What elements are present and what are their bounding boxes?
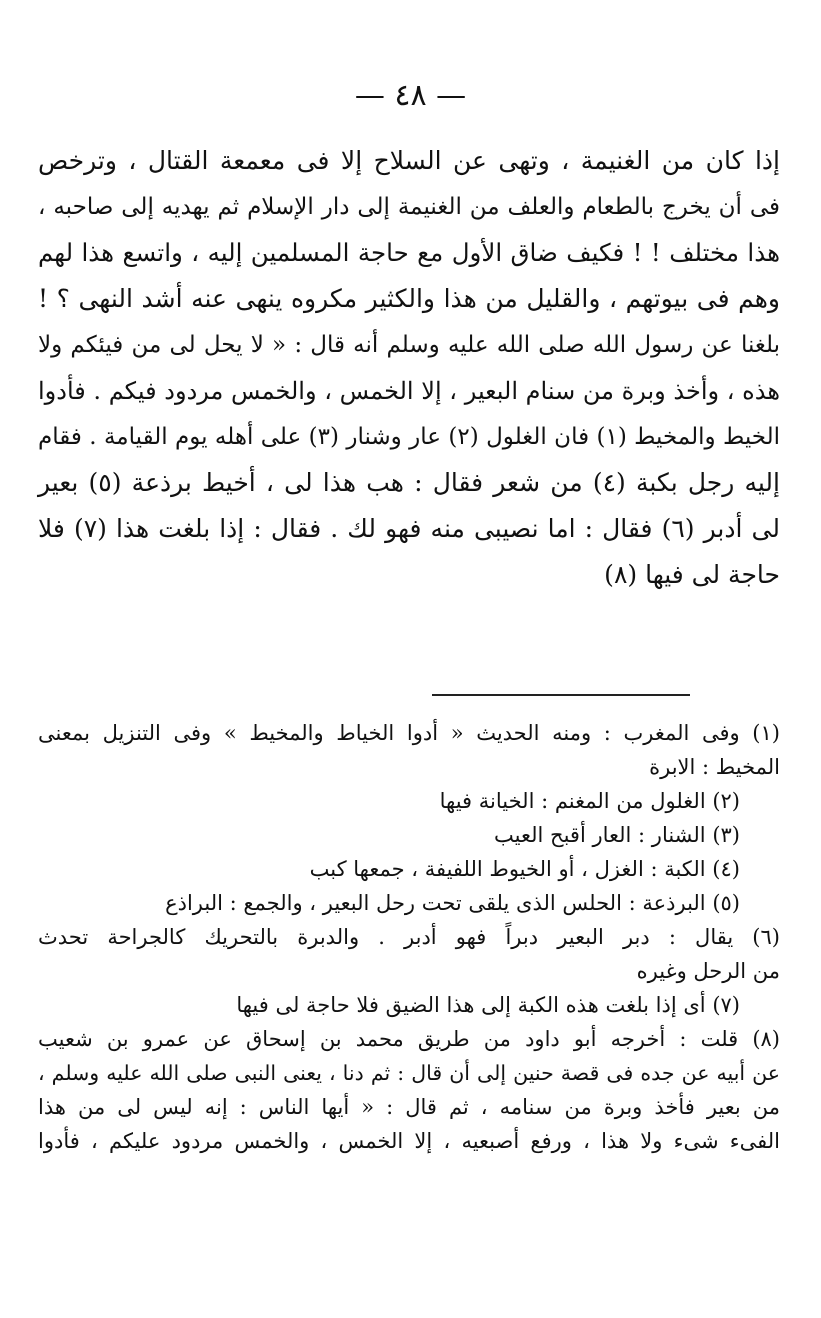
main-text-line: لى أدبر (٦) فقال : اما نصيبى منه فهو لك . فقال : إذا بلغت هذا (٧) فلا — [38, 514, 780, 543]
main-text — [38, 138, 780, 598]
footnote-line: (٢) الغلول من المغنم : الخيانة فيها — [439, 789, 740, 813]
footnote-line: (١) وفى المغرب : ومنه الحديث « أدوا الخياط والمخيط » وفى التنزيل بمعنى — [38, 721, 780, 745]
main-text-line: الخيط والمخيط (١) فان الغلول (٢) عار وشنار (٣) على أهله يوم القيامة . فقام — [38, 424, 780, 450]
footnotes — [38, 716, 780, 1158]
footnote-line: (٣) الشنار : العار أقبح العيب — [494, 823, 740, 847]
footnote-line: (٦) يقال : دبر البعير دبراً فهو أدبر . والدبرة بالتحريك كالجراحة تحدث — [38, 925, 780, 949]
footnote-separator — [432, 694, 690, 696]
footnote-line: (٥) البرذعة : الحلس الذى يلقى تحت رحل البعير ، والجمع : البراذع — [165, 891, 740, 915]
footnote-line: عن أبيه عن جده فى قصة حنين إلى أن قال : ثم دنا ، يعنى النبى صلى الله عليه وسلم ، — [38, 1061, 780, 1085]
main-text-line: إذا كان من الغنيمة ، وتهى عن السلاح إلا فى معمعة القتال ، وترخص — [38, 146, 780, 175]
main-text-line: وهم فى بيوتهم ، والقليل من هذا والكثير مكروه ينهى عنه أشد النهى ؟ ! — [38, 284, 780, 313]
main-text-line: إليه رجل بكبة (٤) من شعر فقال : هب هذا لى ، أخيط برذعة (٥) بعير — [38, 468, 780, 497]
footnote-line: (٤) الكبة : الغزل ، أو الخيوط اللفيفة ، جمعها كبب — [309, 857, 740, 881]
main-text-line: بلغنا عن رسول الله صلى الله عليه وسلم أنه قال : « لا يحل لى من فيئكم ولا — [38, 332, 780, 358]
main-text-line: هذا مختلف ! ! فكيف ضاق الأول مع حاجة المسلمين إليه ، واتسع هذا لهم — [38, 238, 780, 267]
footnote-line: المخيط : الابرة — [649, 755, 780, 779]
page-number: — ٤٨ — — [354, 78, 467, 113]
footnote-line: من بعير فأخذ وبرة من سنامه ، ثم قال : « أيها الناس : إنه ليس لى من هذا — [38, 1095, 780, 1119]
footnote-line: من الرحل وغيره — [636, 959, 780, 983]
main-text-line: هذه ، وأخذ وبرة من سنام البعير ، إلا الخمس ، والخمس مردود فيكم . فأدوا — [38, 377, 780, 405]
footnote-line: (٨) قلت : أخرجه أبو داود من طريق محمد بن إسحاق عن عمرو بن شعيب — [38, 1027, 780, 1051]
main-text-line: حاجة لى فيها (٨) — [604, 560, 780, 589]
main-text-line: فى أن يخرج بالطعام والعلف من الغنيمة إلى دار الإسلام ثم يهديه إلى صاحبه ، — [38, 194, 780, 220]
footnote-line: (٧) أى إذا بلغت هذه الكبة إلى هذا الضيق فلا حاجة لى فيها — [236, 993, 740, 1017]
footnote-line: الفىء شىء ولا هذا ، ورفع أصبعيه ، إلا الخمس ، والخمس مردود عليكم ، فأدوا — [38, 1129, 780, 1153]
